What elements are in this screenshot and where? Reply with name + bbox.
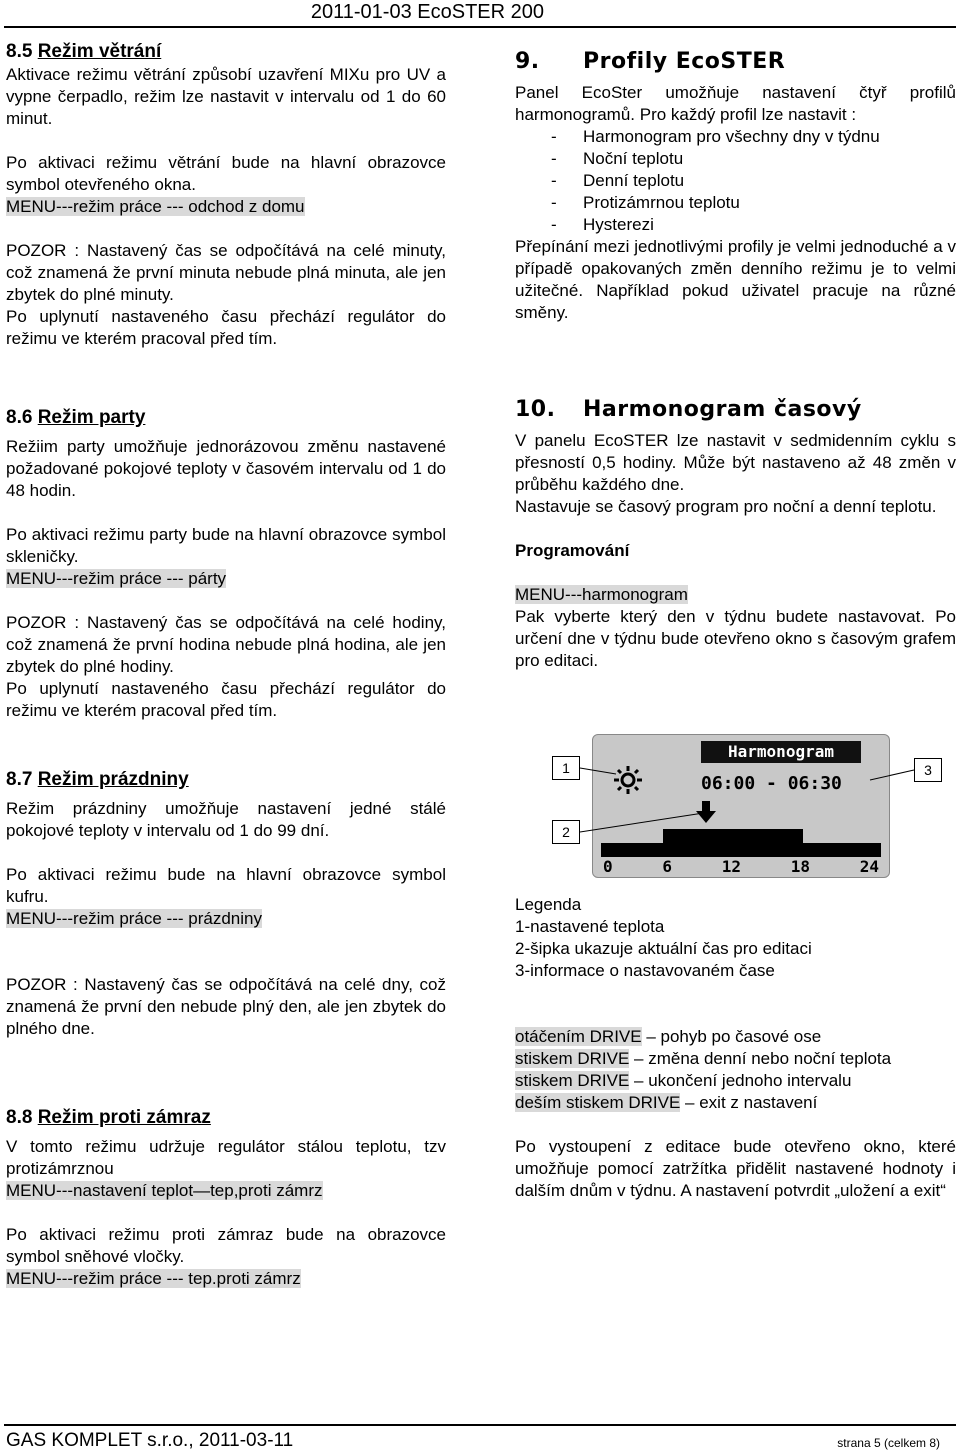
menu-path: MENU---nastavení teplot—tep,proti zámrz: [6, 1181, 323, 1200]
page-header-title: 2011-01-03 EcoSTER 200: [310, 1, 544, 23]
drive-effect: – pohyb po časové ose: [641, 1027, 822, 1046]
paragraph: V tomto režimu udržuje regulátor stálou teplotu, tzv protizámrznou: [6, 1137, 446, 1178]
section-heading: [515, 396, 956, 424]
axis-tick: 12: [721, 857, 741, 876]
section-8-5: [6, 40, 446, 350]
paragraph: Režiim party umožňuje jednorázovou změnu nastavené požadované pokojové teploty v časovém intervalu od 1 do 48 hodin.: [6, 437, 446, 500]
section-title: Režim proti zámraz: [37, 1107, 211, 1128]
legend-item: 2-šipka ukazuje aktuální čas pro editaci: [515, 939, 812, 958]
section-8-8: [6, 1106, 446, 1290]
legend-item: 1-nastavené teplota: [515, 917, 665, 936]
drive-action: otáčením DRIVE: [515, 1027, 642, 1046]
menu-path: MENU---režim práce --- párty: [6, 569, 227, 588]
list-item: - Denní teplotu: [515, 170, 956, 192]
paragraph: V panelu EcoSTER lze nastavit v sedmidenním cyklu s přesností 0,5 hodiny. Může být nastaveno až 48 změn v průběhu každého dne.: [515, 431, 956, 494]
axis-tick: 0: [603, 857, 613, 876]
down-arrow-icon: [696, 801, 716, 823]
drive-action: deším stiskem DRIVE: [515, 1093, 681, 1112]
menu-path: MENU---harmonogram: [515, 585, 688, 604]
section-number: 8.5: [6, 41, 33, 62]
list-item: - Protizámrnou teplotu: [515, 192, 956, 214]
drive-action: stiskem DRIVE: [515, 1049, 630, 1068]
section-number: 8.6: [6, 407, 33, 428]
footer-page-number: strana 5 (celkem 8): [837, 1436, 940, 1450]
callout-2: 2: [552, 820, 580, 844]
list-item: - Hysterezi: [515, 214, 956, 236]
warning-paragraph: POZOR : Nastavený čas se odpočítává na celé dny, což znamená že první den nebude plný den, ale jen zbytek do plného dne.: [6, 975, 446, 1038]
section-number: 9.: [515, 49, 540, 74]
drive-row: [515, 1048, 956, 1070]
drive-controls: [515, 1026, 956, 1114]
section-number: 10.: [515, 397, 556, 422]
section-heading: [6, 40, 446, 64]
footer-divider: [4, 1424, 956, 1426]
menu-path: MENU---režim práce --- tep.proti zámrz: [6, 1269, 301, 1288]
paragraph: Po uplynutí nastaveného času přechází regulátor do režimu ve kterém pracoval před tím.: [6, 679, 446, 720]
drive-row: [515, 1026, 956, 1048]
drive-action: stiskem DRIVE: [515, 1071, 630, 1090]
drive-row: [515, 1070, 956, 1092]
section-10: [515, 396, 956, 672]
paragraph: Panel EcoSter umožňuje nastavení čtyř profilů harmonogramů. Pro každý profil lze nastavit :: [515, 83, 956, 124]
callout-3: 3: [914, 758, 942, 782]
section-8-6: [6, 406, 446, 722]
section-heading: [6, 1106, 446, 1130]
list-item: - Harmonogram pro všechny dny v týdnu: [515, 126, 956, 148]
section-title: Režim party: [37, 407, 146, 428]
legend-item: 3-informace o nastavovaném čase: [515, 961, 775, 980]
drive-effect: – ukončení jednoho intervalu: [629, 1071, 852, 1090]
paragraph: Po aktivaci režimu bude na hlavní obrazovce symbol kufru.: [6, 865, 446, 906]
paragraph: Po aktivaci režimu party bude na hlavní obrazovce symbol skleničky.: [6, 525, 446, 566]
section-title: Harmonogram časový: [583, 397, 862, 422]
section-title: Profily EcoSTER: [583, 49, 786, 74]
menu-path: MENU---režim práce --- prázdniny: [6, 909, 262, 928]
drive-effect: – exit z nastavení: [680, 1093, 818, 1112]
menu-path: MENU---režim práce --- odchod z domu: [6, 197, 305, 216]
paragraph: Režim prázdniny umožňuje nastavení jedné stálé pokojové teploty v intervalu od 1 do 99 dní.: [6, 799, 446, 840]
list-item: - Noční teplotu: [515, 148, 956, 170]
callout-1: 1: [552, 756, 580, 780]
footer-company: GAS KOMPLET s.r.o., 2011-03-11: [6, 1430, 294, 1451]
final-note: [515, 1136, 956, 1202]
legend: [515, 894, 956, 982]
lcd-time-range: 06:00 - 06:30: [701, 773, 842, 794]
paragraph: Po aktivaci režimu proti zámraz bude na obrazovce symbol sněhové vločky.: [6, 1225, 446, 1266]
paragraph: Nastavuje se časový program pro noční a denní teplotu.: [515, 497, 937, 516]
profile-settings-list: [515, 126, 956, 236]
section-heading: [515, 48, 956, 76]
drive-effect: – změna denní nebo noční teplota: [629, 1049, 892, 1068]
section-9: [515, 48, 956, 324]
section-title: Režim prázdniny: [37, 769, 189, 790]
subheading: Programování: [515, 541, 630, 560]
lcd-screen: [592, 734, 890, 878]
legend-title: Legenda: [515, 895, 582, 914]
paragraph: Po aktivaci režimu větrání bude na hlavní obrazovce symbol otevřeného okna.: [6, 153, 446, 194]
section-heading: [6, 768, 446, 792]
harmonogram-figure: [548, 728, 956, 880]
section-title: Režim větrání: [37, 41, 162, 62]
paragraph: Po vystoupení z editace bude otevřeno okno, které umožňuje pomocí zatržítka přidělit nastavené hodnoty i dalším dnům v týdnu. A nastavení potvrdit „uložení a exit“: [515, 1137, 956, 1200]
section-8-7: [6, 768, 446, 1040]
schedule-graph: [601, 823, 881, 857]
header-divider: [4, 26, 956, 28]
paragraph: Aktivace režimu větrání způsobí uzavření MIXu pro UV a vypne čerpadlo, režim lze nastavit v intervalu od 1 do 60 minut.: [6, 65, 446, 128]
lcd-title: Harmonogram: [701, 741, 861, 763]
drive-row: [515, 1092, 956, 1114]
paragraph: Pak vyberte který den v týdnu budete nastavovat. Po určení dne v týdnu bude otevřeno okno s časovým grafem pro editaci.: [515, 607, 956, 670]
time-axis: [603, 857, 879, 876]
warning-paragraph: POZOR : Nastavený čas se odpočítává na celé minuty, což znamená že první minuta nebude plná minuta, ale jen zbytek do plné minuty.: [6, 241, 446, 304]
paragraph: Po uplynutí nastaveného času přechází regulátor do režimu ve kterém pracoval před tím.: [6, 307, 446, 348]
section-number: 8.7: [6, 769, 33, 790]
warning-paragraph: POZOR : Nastavený čas se odpočítává na celé hodiny, což znamená že první hodina nebude plná hodina, ale jen zbytek do plné hodiny.: [6, 613, 446, 676]
paragraph: Přepínání mezi jednotlivými profily je velmi jednoduché a v případě opakovaných změn denního režimu je to velmi užitečné. Například pokud uživatel pracuje na různé směny.: [515, 237, 956, 322]
section-number: 8.8: [6, 1107, 33, 1128]
section-heading: [6, 406, 446, 430]
axis-tick: 18: [790, 857, 810, 876]
axis-tick: 6: [662, 857, 672, 876]
sun-icon: [613, 765, 643, 795]
axis-tick: 24: [859, 857, 879, 876]
